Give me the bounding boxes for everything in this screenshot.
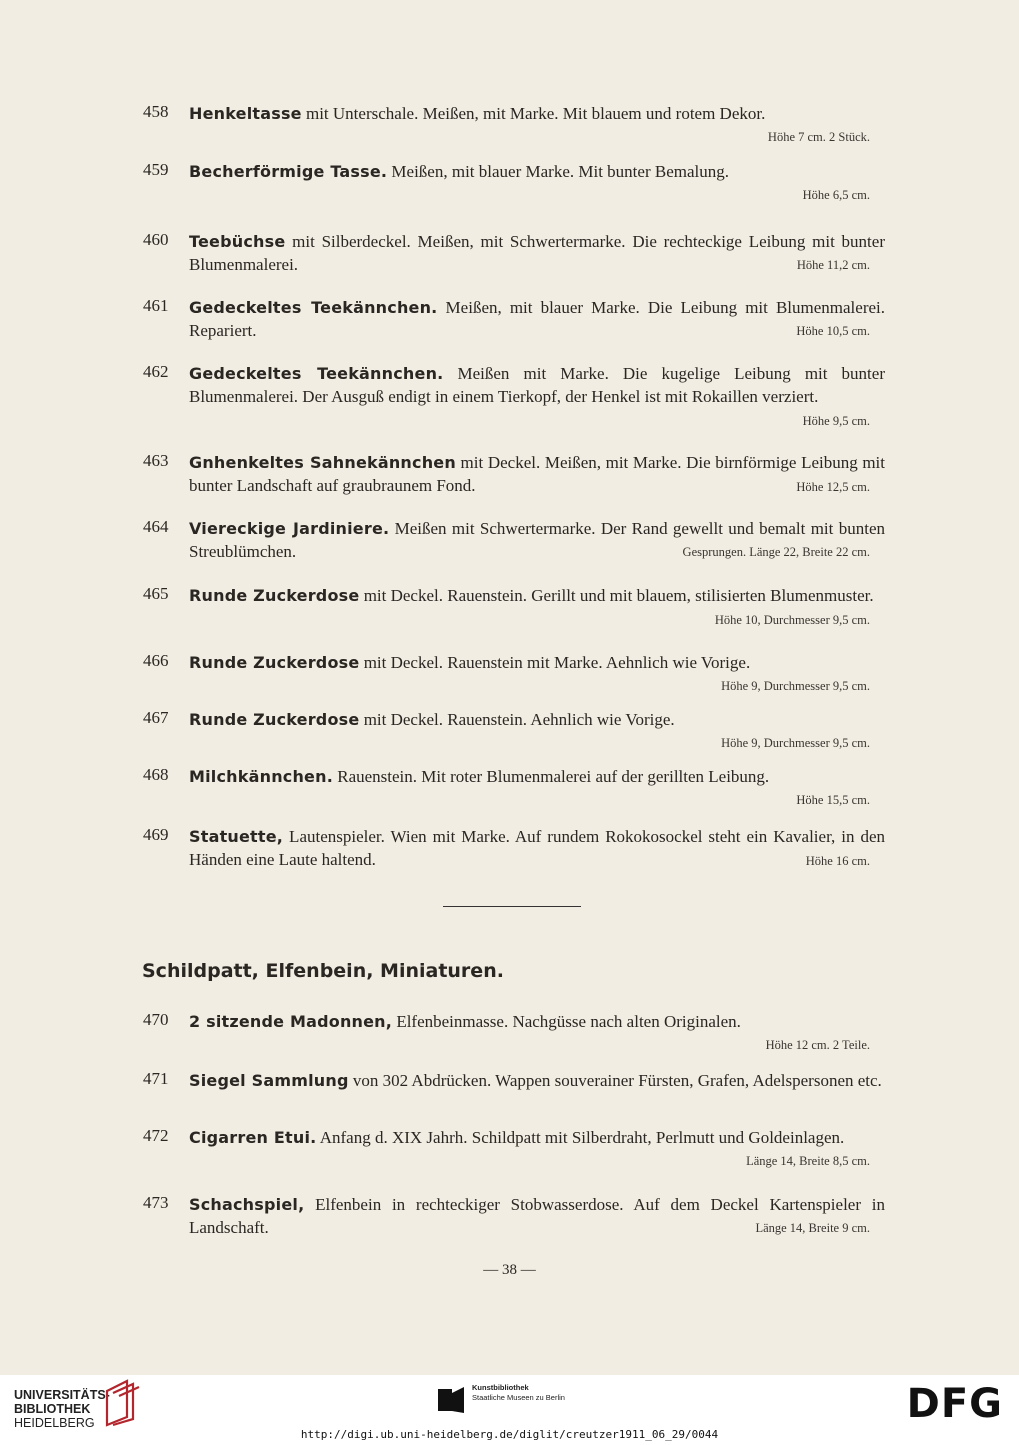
dfg-logo[interactable]: DFG	[906, 1381, 1003, 1427]
entry-number: 472	[143, 1126, 169, 1145]
entry-description: Meißen mit Schwertermarke. Der Rand gewellt und bemalt mit bunten Streublümchen.	[189, 519, 885, 561]
catalog-entry-464	[143, 517, 885, 563]
entry-title: Gedeckeltes Teekännchen.	[189, 298, 438, 317]
entry-title: Becherförmige Tasse.	[189, 162, 388, 181]
entry-description: mit Deckel. Meißen, mit Marke. Die birnförmige Leibung mit bunter Landschaft auf graubraunem Fond.	[189, 453, 885, 495]
entry-dimensions: Höhe 16 cm.	[805, 854, 870, 868]
entry-title: Runde Zuckerdose	[189, 653, 360, 672]
entry-title: Henkeltasse	[189, 104, 302, 123]
catalog-entry-467	[143, 708, 885, 750]
entry-title: Siegel Sammlung	[189, 1071, 349, 1090]
entry-number: 459	[143, 160, 169, 179]
catalog-entry-466	[143, 651, 885, 693]
entry-number: 466	[143, 651, 169, 670]
entry-number: 469	[143, 825, 169, 844]
entry-number: 458	[143, 102, 169, 121]
kb-line-2: Staatliche Museen zu Berlin	[472, 1393, 565, 1402]
entry-description: Elfenbeinmasse. Nachgüsse nach alten Originalen.	[392, 1012, 741, 1031]
entry-dimensions: Höhe 7 cm. 2 Stück.	[767, 130, 870, 144]
entry-dimensions: Höhe 9,5 cm.	[802, 414, 870, 428]
entry-title: Teebüchse	[189, 232, 286, 251]
catalog-entry-465	[143, 584, 885, 627]
entry-title: Cigarren Etui.	[189, 1128, 317, 1147]
entry-dimensions: Höhe 6,5 cm.	[802, 188, 870, 202]
source-url[interactable]: http://digi.ub.uni-heidelberg.de/diglit/creutzer1911_06_29/0044	[300, 1428, 719, 1441]
catalog-entry-463	[143, 451, 885, 497]
kunstbibliothek-logo-icon	[436, 1383, 466, 1419]
section-divider	[443, 906, 581, 907]
page-number: — 38 —	[483, 1262, 536, 1278]
entry-dimensions: Länge 14, Breite 9 cm.	[755, 1221, 870, 1235]
entry-number: 461	[143, 296, 169, 315]
entry-description: Meißen mit Marke. Die kugelige Leibung mit bunter Blumenmalerei. Der Ausguß endigt in einem Tierkopf, der Henkel ist mit Rokaillen verziert.	[189, 364, 885, 406]
kunstbibliothek-label[interactable]	[472, 1383, 565, 1403]
entry-description: Elfenbein in rechteckiger Stobwasserdose. Auf dem Deckel Kartenspieler in Landschaft.	[189, 1195, 885, 1237]
catalog-entry-469	[143, 825, 885, 871]
library-logo-icon	[103, 1379, 143, 1427]
uni-line-2: BIBLIOTHEK	[14, 1402, 91, 1416]
entry-description: mit Deckel. Rauenstein. Gerillt und mit blauem, stilisierten Blumenmuster.	[359, 586, 874, 605]
entry-number: 467	[143, 708, 169, 727]
catalog-entry-459	[143, 160, 885, 202]
entry-title: Runde Zuckerdose	[189, 710, 360, 729]
entry-number: 463	[143, 451, 169, 470]
entry-number: 460	[143, 230, 169, 249]
entry-title: 2 sitzende Madonnen,	[189, 1012, 393, 1031]
kb-line-1: Kunstbibliothek	[472, 1383, 529, 1392]
entry-description: mit Deckel. Rauenstein. Aehnlich wie Vorige.	[359, 710, 675, 729]
catalog-entry-458	[143, 102, 885, 144]
entry-dimensions: Höhe 15,5 cm.	[796, 793, 870, 807]
entry-description: Rauenstein. Mit roter Blumenmalerei auf der gerillten Leibung.	[332, 767, 770, 786]
entry-dimensions: Gesprungen. Länge 22, Breite 22 cm.	[682, 545, 870, 559]
entry-dimensions: Höhe 11,2 cm.	[796, 258, 870, 272]
entry-number: 470	[143, 1010, 169, 1029]
entry-dimensions: Länge 14, Breite 8,5 cm.	[746, 1154, 870, 1168]
entry-dimensions: Höhe 10,5 cm.	[796, 324, 870, 338]
section-heading: Schildpatt, Elfenbein, Miniaturen.	[142, 960, 504, 982]
catalog-entry-462	[143, 362, 885, 428]
university-library-logo[interactable]	[14, 1388, 110, 1430]
catalog-entry-472	[143, 1126, 885, 1168]
entry-description: Meißen, mit blauer Marke. Die Leibung mit Blumenmalerei. Repariert.	[189, 298, 886, 340]
entry-title: Statuette,	[189, 827, 284, 846]
catalog-entry-471	[143, 1069, 885, 1092]
entry-description: mit Silberdeckel. Meißen, mit Schwertermarke. Die rechteckige Leibung mit bunter Blumenmalerei.	[189, 232, 885, 274]
entry-description: Anfang d. XIX Jahrh. Schildpatt mit Silberdraht, Perlmutt und Goldeinlagen.	[316, 1128, 845, 1147]
entry-description: Meißen, mit blauer Marke. Mit bunter Bemalung.	[387, 162, 729, 181]
entry-number: 462	[143, 362, 169, 381]
entry-title: Gedeckeltes Teekännchen.	[189, 364, 444, 383]
entry-description: mit Unterschale. Meißen, mit Marke. Mit blauem und rotem Dekor.	[301, 104, 766, 123]
entry-number: 468	[143, 765, 169, 784]
entry-number: 465	[143, 584, 169, 603]
entry-number: 464	[143, 517, 169, 536]
entry-dimensions: Höhe 12 cm. 2 Teile.	[765, 1038, 870, 1052]
uni-line-3: HEIDELBERG	[14, 1416, 95, 1430]
entry-title: Runde Zuckerdose	[189, 586, 360, 605]
entry-description: Lautenspieler. Wien mit Marke. Auf rundem Rokokosockel steht ein Kavalier, in den Händen eine Laute haltend.	[189, 827, 885, 869]
catalog-entry-460	[143, 230, 885, 276]
entry-dimensions: Höhe 12,5 cm.	[796, 480, 870, 494]
catalog-entry-461	[143, 296, 885, 342]
catalog-entry-473	[143, 1193, 885, 1239]
catalog-entry-468	[143, 765, 885, 807]
entry-title: Gnhenkeltes Sahnekännchen	[189, 453, 456, 472]
entry-title: Viereckige Jardiniere.	[189, 519, 390, 538]
entry-dimensions: Höhe 9, Durchmesser 9,5 cm.	[721, 679, 870, 693]
entry-title: Milchkännchen.	[189, 767, 333, 786]
catalog-entry-470	[143, 1010, 885, 1052]
entry-title: Schachspiel,	[189, 1195, 305, 1214]
entry-description: mit Deckel. Rauenstein mit Marke. Aehnlich wie Vorige.	[359, 653, 751, 672]
digitization-footer	[0, 1375, 1019, 1445]
entry-dimensions: Höhe 10, Durchmesser 9,5 cm.	[714, 613, 870, 627]
uni-line-1: UNIVERSITÄTS-	[14, 1388, 110, 1402]
entry-description: von 302 Abdrücken. Wappen souverainer Fürsten, Grafen, Adelspersonen etc.	[348, 1071, 882, 1090]
entry-number: 471	[143, 1069, 169, 1088]
entry-dimensions: Höhe 9, Durchmesser 9,5 cm.	[721, 736, 870, 750]
entry-number: 473	[143, 1193, 169, 1212]
